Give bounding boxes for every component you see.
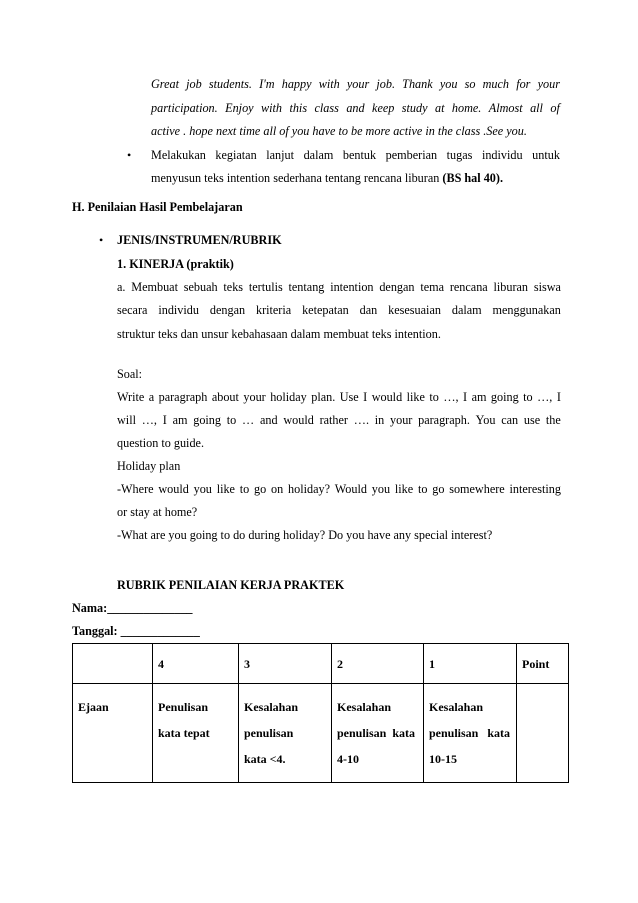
word: like: [216, 482, 235, 496]
word: like: [394, 482, 414, 496]
word: …,: [443, 390, 459, 404]
cell-line: 10-15: [429, 752, 457, 766]
cell-line: penulisan kata: [429, 726, 511, 740]
word: would: [158, 482, 189, 496]
word: kesesuaian: [388, 303, 441, 317]
word: interesting: [509, 482, 561, 496]
word: go: [254, 482, 267, 496]
instrument-heading: JENIS/INSTRUMEN/RUBRIK: [117, 233, 282, 247]
word: pemberian: [385, 148, 438, 162]
word: I: [463, 390, 468, 404]
cell-line: Penulisan: [158, 700, 209, 714]
word: I: [556, 390, 561, 404]
word: rather: [319, 413, 348, 427]
word: like: [406, 390, 425, 404]
word: with: [318, 77, 340, 91]
word: on: [271, 482, 284, 496]
word: Would: [334, 482, 367, 496]
question-1-line-2: or stay at home?: [117, 505, 198, 519]
date-field: Tanggal: _____________: [72, 624, 200, 638]
word: dengan: [209, 303, 246, 317]
word: your: [346, 77, 370, 91]
score-4-cell: [153, 684, 239, 783]
word: class: [314, 101, 339, 115]
cell-line: kata tepat: [158, 726, 210, 740]
word: bentuk: [342, 148, 377, 162]
word: ….: [353, 413, 369, 427]
closing-message-line-1: [151, 77, 560, 91]
word: siswa: [533, 280, 561, 294]
word: am: [471, 390, 487, 404]
bullet-icon: •: [127, 148, 132, 162]
word: go: [432, 482, 445, 496]
word: I: [363, 390, 368, 404]
word: dan: [359, 303, 378, 317]
word: plan.: [311, 390, 336, 404]
header-cell: 1: [424, 644, 517, 684]
word: kriteria: [255, 303, 292, 317]
soal-label: Soal:: [117, 367, 143, 381]
word: job: [186, 77, 202, 91]
word: to: [429, 390, 439, 404]
word: to: [523, 390, 533, 404]
header-cell: 2: [332, 644, 424, 684]
closing-message-line-2: [151, 101, 560, 115]
word: study: [401, 101, 428, 115]
soal-line-3: question to guide.: [117, 436, 204, 450]
cell-line: 4-10: [337, 752, 359, 766]
word: …,: [537, 390, 553, 404]
word: going: [193, 413, 221, 427]
word: paragraph.: [418, 413, 470, 427]
word: to: [239, 482, 250, 496]
word: the: [545, 413, 561, 427]
word: use: [523, 413, 541, 427]
holiday-plan-label: Holiday plan: [117, 459, 181, 473]
word: tentang: [288, 280, 325, 294]
word: lanjut: [266, 148, 295, 162]
word: this: [289, 101, 308, 115]
word: menggunakan: [492, 303, 561, 317]
word: dengan: [379, 280, 415, 294]
word: paragraph: [158, 390, 208, 404]
header-cell: 3: [239, 644, 332, 684]
word: sebuah: [183, 280, 218, 294]
word: a: [148, 390, 155, 404]
question-2: -What are you going to do during holiday? Do you have any special interest?: [117, 528, 493, 542]
word: individu: [481, 148, 523, 162]
criterion-cell: Ejaan: [73, 684, 153, 783]
header-cell: [73, 644, 153, 684]
word: Write: [117, 390, 145, 404]
word: somewhere: [449, 482, 505, 496]
book-reference: (BS hal 40).: [442, 171, 504, 185]
cell-line: penulisan kata: [337, 726, 416, 740]
kinerja-paragraph-line-3: struktur teks dan unsur kebahasaan dalam membuat teks intention.: [117, 327, 441, 341]
cell-line: Kesalahan: [337, 700, 392, 714]
follow-up-activity-text: menyusun teks intention sederhana tentang rencana liburan: [151, 171, 443, 185]
word: job.: [376, 77, 395, 91]
rubric-title: RUBRIK PENILAIAN KERJA PRAKTEK: [117, 578, 345, 592]
word: dalam: [303, 148, 334, 162]
word: intention: [330, 280, 374, 294]
score-3-cell: [239, 684, 332, 783]
word: tertulis: [248, 280, 283, 294]
word: at: [434, 101, 445, 115]
word: tugas: [446, 148, 473, 162]
cell-line: Kesalahan: [429, 700, 484, 714]
word: dalam: [451, 303, 482, 317]
word: your: [243, 390, 266, 404]
word: for: [516, 77, 531, 91]
word: Use: [339, 390, 359, 404]
word: You: [475, 413, 496, 427]
word: much: [482, 77, 510, 91]
word: Enjoy: [225, 101, 254, 115]
word: in: [374, 413, 385, 427]
word: holiday?: [288, 482, 330, 496]
word: …,: [141, 413, 157, 427]
soal-line-1: [117, 390, 561, 404]
score-2-cell: [332, 684, 424, 783]
word: you: [193, 482, 212, 496]
word: will: [117, 413, 136, 427]
word: and: [259, 413, 278, 427]
word: rencana: [449, 280, 488, 294]
cell-line: kata <4.: [244, 752, 286, 766]
word: Great: [151, 77, 179, 91]
word: Melakukan: [151, 148, 206, 162]
word: happy: [281, 77, 312, 91]
word: a.: [117, 280, 126, 294]
cell-line: penulisan: [244, 726, 294, 740]
follow-up-activity-line-1: [151, 148, 560, 162]
word: Thank: [402, 77, 433, 91]
question-1-line-1: [117, 482, 561, 496]
word: you: [371, 482, 391, 496]
word: of: [550, 101, 560, 115]
word: with: [261, 101, 283, 115]
word: am: [172, 413, 188, 427]
header-cell: 4: [153, 644, 239, 684]
word: -Where: [117, 482, 154, 496]
rubric-table: [72, 643, 569, 783]
header-cell: Point: [517, 644, 569, 684]
cell-line: Kesalahan: [244, 700, 299, 714]
word: keep: [372, 101, 395, 115]
word: teks: [223, 280, 244, 294]
score-1-cell: [424, 684, 517, 783]
follow-up-activity-line-2: [151, 171, 503, 185]
word: would: [371, 390, 403, 404]
word: so: [464, 77, 476, 91]
word: home.: [451, 101, 482, 115]
word: would: [283, 413, 314, 427]
soal-line-2: [117, 413, 561, 427]
word: untuk: [532, 148, 560, 162]
kinerja-heading: 1. KINERJA (praktik): [117, 257, 234, 271]
name-field: Nama:______________: [72, 601, 193, 615]
word: liburan: [493, 280, 529, 294]
kinerja-paragraph-line-2: [117, 303, 561, 317]
word: tema: [420, 280, 445, 294]
word: ketepatan: [302, 303, 349, 317]
word: …: [242, 413, 255, 427]
word: your: [390, 413, 413, 427]
word: holiday: [270, 390, 307, 404]
word: students.: [208, 77, 252, 91]
word: going: [490, 390, 519, 404]
word: individu: [158, 303, 199, 317]
point-cell: [517, 684, 569, 783]
word: kegiatan: [215, 148, 257, 162]
section-heading: H. Penilaian Hasil Pembelajaran: [72, 200, 243, 214]
word: can: [501, 413, 519, 427]
word: Membuat: [131, 280, 178, 294]
bullet-icon: •: [99, 233, 104, 247]
word: all: [530, 101, 543, 115]
word: about: [211, 390, 239, 404]
word: your: [537, 77, 560, 91]
kinerja-paragraph-line-1: [117, 280, 561, 294]
word: to: [226, 413, 237, 427]
word: to: [417, 482, 428, 496]
word: secara: [117, 303, 148, 317]
table-row: [73, 684, 569, 783]
word: participation.: [151, 101, 218, 115]
table-header-row: [73, 644, 569, 684]
word: I'm: [259, 77, 275, 91]
word: Almost: [488, 101, 523, 115]
word: you: [439, 77, 458, 91]
closing-message-line-3: active . hope next time all of you have to be more active in the class .See you.: [151, 124, 527, 138]
word: I: [162, 413, 167, 427]
word: and: [346, 101, 365, 115]
